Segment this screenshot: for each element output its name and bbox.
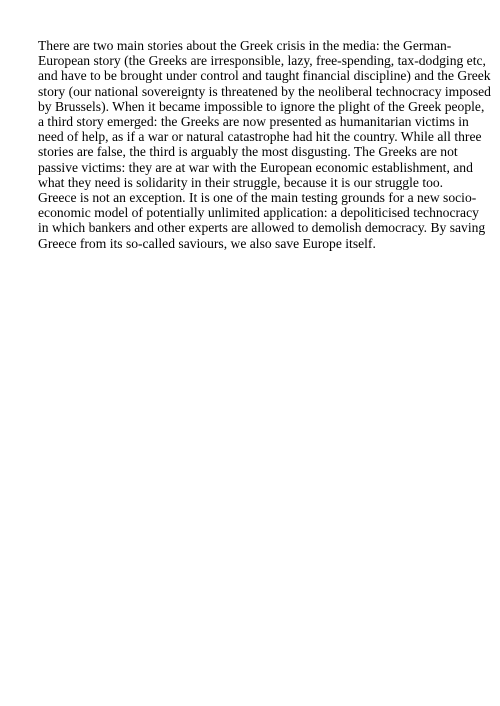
body-text (38, 38, 491, 251)
text-line: stories are false, the third is arguably the most disgusting. The Greeks are not (38, 144, 458, 160)
text-line: European story (the Greeks are irresponsible, lazy, free-spending, tax-dodging etc, (38, 53, 486, 69)
text-line: story (our national sovereignty is threatened by the neoliberal technocracy imposed (38, 83, 491, 99)
text-line: in which bankers and other experts are allowed to demolish democracy. By saving (38, 220, 486, 236)
text-line: and have to be brought under control and taught financial discipline) and the Greek (38, 68, 491, 84)
text-line: passive victims: they are at war with the European economic establishment, and (38, 159, 473, 175)
text-line: Greece from its so-called saviours, we also save Europe itself. (38, 235, 376, 251)
text-line: need of help, as if a war or natural catastrophe had hit the country. While all three (38, 129, 482, 145)
text-line: a third story emerged: the Greeks are now presented as humanitarian victims in (38, 114, 469, 130)
text-line: by Brussels). When it became impossible to ignore the plight of the Greek people, (38, 98, 485, 114)
text-line: Greece is not an exception. It is one of the main testing grounds for a new socio- (38, 190, 477, 206)
text-line: economic model of potentially unlimited application: a depoliticised technocracy (38, 205, 479, 221)
text-line: There are two main stories about the Greek crisis in the media: the German- (38, 38, 452, 53)
text-line: what they need is solidarity in their struggle, because it is our struggle too. (38, 174, 444, 190)
